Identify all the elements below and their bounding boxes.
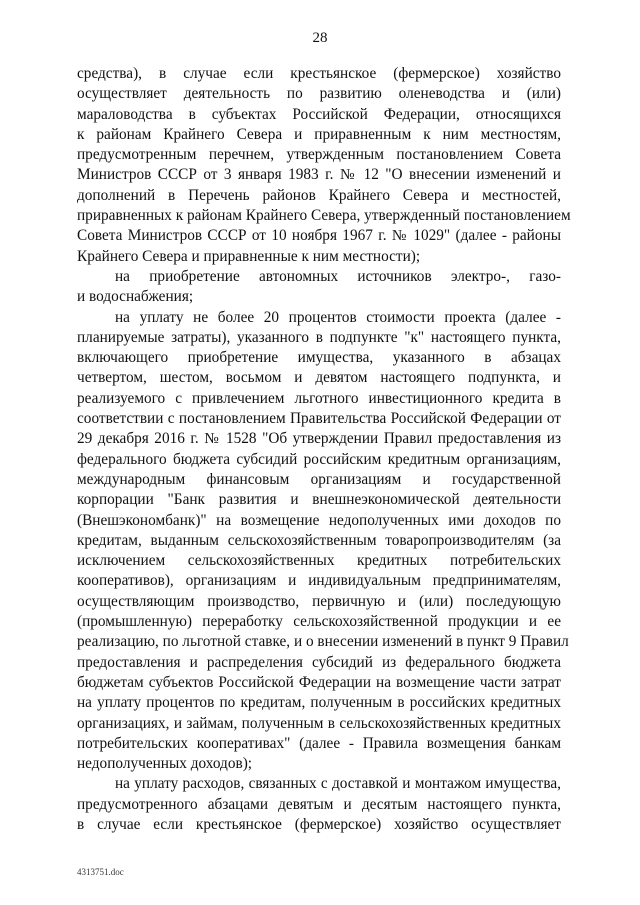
text-line: дополнений в Перечень районов Крайнего Севера и местностей,: [77, 186, 561, 204]
text-line: организациях, и займам, полученным в сельскохозяйственных кредитных: [77, 714, 561, 732]
text-line: Крайнего Севера и приравненные к ним местности);: [77, 247, 421, 265]
text-line: потребительских кооперативах" (далее - Правила возмещения банкам: [77, 734, 561, 752]
text-line: четвертом, шестом, восьмом и девятом настоящего подпункта, и: [77, 369, 561, 387]
text-line: (Внешэкономбанк)" на возмещение недополученных ими доходов по: [77, 511, 561, 529]
text-line: международным финансовым организациям и государственной: [77, 470, 561, 488]
text-line: осуществляет деятельность по развитию оленеводства и (или): [77, 85, 561, 103]
text-line: к районам Крайнего Севера и приравненным к ним местностям,: [77, 125, 561, 143]
text-line: Совета Министров СССР от 10 ноября 1967 г. № 1029" (далее - районы: [77, 227, 561, 245]
text-line: предоставления и распределения субсидий из федерального бюджета: [77, 653, 561, 671]
text-line: 29 декабря 2016 г. № 1528 "Об утверждении Правил предоставления из: [77, 430, 561, 448]
text-line: в случае если крестьянское (фермерское) хозяйство осуществляет: [77, 815, 561, 833]
text-line: включающего приобретение имущества, указанного в абзацах: [77, 349, 561, 367]
paragraph-2: [77, 267, 561, 308]
text-line: исключением сельскохозяйственных кредитных потребительских: [77, 552, 561, 570]
text-line: реализацию, по льготной ставке, и о внесении изменений в пункт 9 Правил: [77, 633, 569, 651]
document-body: [77, 64, 571, 835]
paragraph-3: [77, 308, 569, 775]
text-line: предусмотренного абзацами девятым и десятым настоящего пункта,: [77, 795, 561, 813]
text-line: на уплату процентов по кредитам, полученным в российских кредитных: [77, 694, 561, 712]
text-line: недополученных доходов);: [77, 755, 253, 773]
text-line: на уплату расходов, связанных с доставкой и монтажом имущества,: [115, 775, 561, 793]
text-line: предусмотренным перечнем, утвержденным постановлением Совета: [77, 146, 561, 164]
text-line: федерального бюджета субсидий российским кредитным организациям,: [77, 450, 561, 468]
text-line: и водоснабжения;: [77, 288, 194, 306]
paragraph-4: [77, 774, 561, 835]
text-line: на приобретение автономных источников электро-, газо-: [115, 267, 561, 285]
page-number: 28: [312, 30, 328, 46]
text-line: кредитам, выданным сельскохозяйственным товаропроизводителям (за: [77, 531, 561, 549]
text-line: осуществляющим производство, первичную и (или) последующую: [77, 592, 561, 610]
text-line: бюджетам субъектов Российской Федерации на возмещение части затрат: [77, 673, 561, 691]
text-line: Министров СССР от 3 января 1983 г. № 12 "О внесении изменений и: [77, 166, 561, 184]
text-line: средства), в случае если крестьянское (фермерское) хозяйство: [77, 65, 561, 82]
document-filename: 4313751.doc: [77, 867, 124, 877]
text-line: кооперативов), организациям и индивидуальным предпринимателям,: [77, 572, 561, 590]
text-line: планируемые затраты), указанного в подпункте "к" настоящего пункта,: [77, 328, 561, 346]
text-line: приравненных к районам Крайнего Севера, утвержденный постановлением: [77, 207, 571, 225]
text-line: мараловодства в субъектах Российской Федерации, относящихся: [77, 105, 561, 123]
text-line: реализуемого с привлечением льготного инвестиционного кредита в: [77, 389, 561, 407]
text-line: соответствии с постановлением Правительства Российской Федерации от: [77, 410, 561, 428]
text-line: на уплату не более 20 процентов стоимости проекта (далее -: [115, 308, 561, 326]
text-line: (промышленную) переработку сельскохозяйственной продукции и ее: [77, 613, 561, 631]
text-line: корпорации "Банк развития и внешнеэкономической деятельности: [77, 491, 561, 509]
paragraph-1: [77, 64, 571, 267]
